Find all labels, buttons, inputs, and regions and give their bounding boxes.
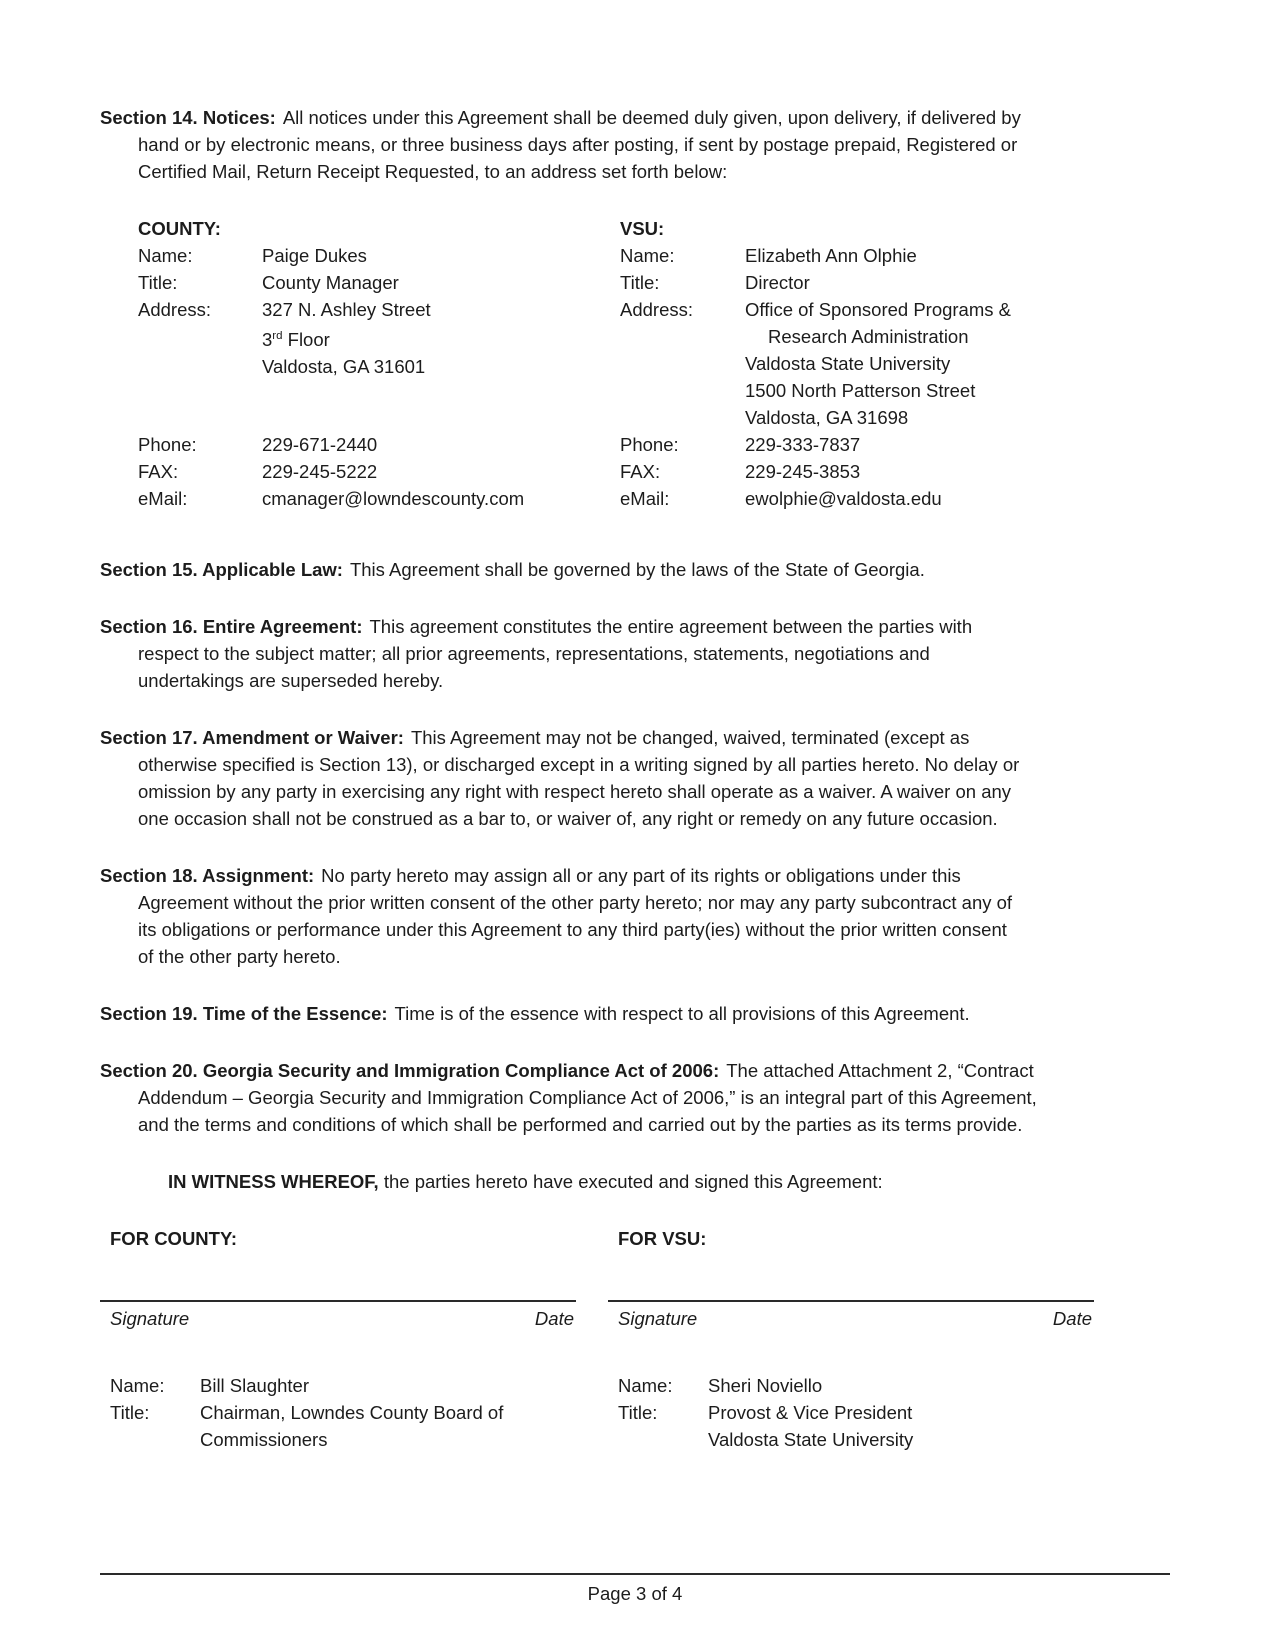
vsu-fax-value: 229-245-3853 (745, 461, 861, 482)
paragraph-line (100, 862, 1105, 889)
section-heading: Section 16. Entire Agreement: (100, 616, 363, 637)
county-title-label: Title: (138, 272, 178, 293)
title-line: Valdosta State University (708, 1429, 914, 1450)
vsu-phone-value: 229-333-7837 (745, 434, 861, 455)
contact-info-table (138, 215, 1105, 512)
address-line: 327 N. Ashley Street (262, 299, 431, 320)
vsu-email-label: eMail: (620, 488, 670, 509)
county-signature-labels (100, 1302, 576, 1332)
name-label: Name: (110, 1375, 165, 1396)
paragraph-line (100, 1000, 1105, 1027)
county-title-value: County Manager (262, 272, 399, 293)
county-signer-name-row (110, 1372, 576, 1399)
section-body-text: No party hereto may assign all or any part of its rights or obligations under this (321, 865, 961, 886)
signature-label: Signature (618, 1308, 698, 1329)
signature-label: Signature (110, 1308, 190, 1329)
paragraph-line (100, 613, 1105, 640)
vsu-address-label: Address: (620, 299, 694, 320)
vsu-title-label: Title: (620, 272, 660, 293)
county-email-label: eMail: (138, 488, 188, 509)
paragraph-line: Addendum – Georgia Security and Immigration Compliance Act of 2006,” is an integral part of this Agreement, (138, 1087, 1037, 1108)
title-label: Title: (618, 1402, 658, 1423)
witness-clause-text: the parties hereto have executed and signed this Agreement: (378, 1171, 883, 1192)
section-18-paragraph (100, 862, 1105, 970)
section-15-paragraph (100, 556, 1105, 583)
section-heading: Section 17. Amendment or Waiver: (100, 727, 404, 748)
county-signer-title (200, 1399, 503, 1453)
section-17-paragraph (100, 724, 1105, 832)
county-fax-label: FAX: (138, 461, 179, 482)
page-footer (100, 1573, 1170, 1607)
section-heading: Section 14. Notices: (100, 107, 276, 128)
for-county-heading: FOR COUNTY: (110, 1228, 238, 1249)
section-body-text: All notices under this Agreement shall be deemed duly given, upon delivery, if delivered by (282, 107, 1021, 128)
vsu-signer-name-row (618, 1372, 1094, 1399)
county-address-label: Address: (138, 299, 212, 320)
section-19-paragraph (100, 1000, 1105, 1027)
paragraph-line: hand or by electronic means, or three business days after posting, if sent by postage prepaid, Registered or (138, 134, 1018, 155)
county-signer-name: Bill Slaughter (200, 1375, 310, 1396)
address-line: Office of Sponsored Programs & (745, 299, 1011, 320)
vsu-signature-labels (608, 1302, 1094, 1332)
title-label: Title: (110, 1402, 150, 1423)
vsu-contact-heading: VSU: (620, 218, 665, 239)
date-label: Date (534, 1308, 574, 1329)
paragraph-line: undertakings are superseded hereby. (138, 670, 444, 691)
county-address-value (262, 296, 620, 431)
address-line: 1500 North Patterson Street (745, 380, 976, 401)
signature-blocks (100, 1225, 1105, 1453)
county-name-label: Name: (138, 245, 193, 266)
paragraph-line (100, 104, 1105, 131)
county-name-value: Paige Dukes (262, 245, 367, 266)
paragraph-line (100, 556, 1105, 583)
section-heading: Section 18. Assignment: (100, 865, 315, 886)
county-phone-label: Phone: (138, 434, 197, 455)
title-line: Commissioners (200, 1429, 328, 1450)
paragraph-line: omission by any party in exercising any right with respect hereto shall operate as a waiver. A waiver on any (138, 781, 1012, 802)
county-signer-title-row (110, 1399, 576, 1453)
paragraph-line (100, 1057, 1105, 1084)
county-contact-heading: COUNTY: (138, 218, 221, 239)
vsu-email-value: ewolphie@valdosta.edu (745, 488, 942, 509)
name-label: Name: (618, 1375, 673, 1396)
paragraph-line: and the terms and conditions of which shall be performed and carried out by the parties as its terms provide. (138, 1114, 1023, 1135)
vsu-fax-label: FAX: (620, 461, 661, 482)
paragraph-line: Certified Mail, Return Receipt Requested, to an address set forth below: (138, 161, 728, 182)
title-line: Provost & Vice President (708, 1402, 913, 1423)
address-line: Valdosta, GA 31601 (262, 356, 426, 378)
paragraph-line: its obligations or performance under this Agreement to any third party(ies) without the prior written consent (138, 919, 1007, 940)
page-number: Page 3 of 4 (587, 1583, 683, 1604)
paragraph-line: respect to the subject matter; all prior agreements, representations, statements, negotiations and (138, 643, 930, 664)
vsu-name-label: Name: (620, 245, 675, 266)
witness-clause (168, 1168, 1105, 1195)
vsu-name-value: Elizabeth Ann Olphie (745, 245, 917, 266)
vsu-signer-name: Sheri Noviello (708, 1375, 823, 1396)
county-signer-details (100, 1372, 576, 1453)
vsu-signer-title-row (618, 1399, 1094, 1453)
paragraph-line: otherwise specified is Section 13), or discharged except in a writing signed by all parties hereto. No delay or (138, 754, 1020, 775)
section-body-text: This agreement constitutes the entire agreement between the parties with (369, 616, 973, 637)
county-signature-block (100, 1225, 576, 1453)
county-email-value: cmanager@lowndescounty.com (262, 488, 525, 509)
section-body-text: This Agreement may not be changed, waived, terminated (except as (410, 727, 970, 748)
vsu-phone-label: Phone: (620, 434, 679, 455)
ordinal-superscript: rd (272, 330, 283, 342)
address-line: Valdosta, GA 31698 (745, 407, 909, 428)
section-heading: Section 15. Applicable Law: (100, 559, 343, 580)
vsu-signer-title (708, 1399, 913, 1453)
paragraph-line: one occasion shall not be construed as a bar to, or waiver of, any right or remedy on any future occasion. (138, 808, 998, 829)
date-label: Date (1052, 1308, 1092, 1329)
document-content (100, 104, 1105, 1453)
section-heading: Section 20. Georgia Security and Immigration Compliance Act of 2006: (100, 1060, 720, 1081)
county-fax-value: 229-245-5222 (262, 461, 378, 482)
for-vsu-heading: FOR VSU: (618, 1228, 707, 1249)
section-body-text: Time is of the essence with respect to all provisions of this Agreement. (394, 1003, 970, 1024)
section-heading: Section 19. Time of the Essence: (100, 1003, 388, 1024)
title-line: Chairman, Lowndes County Board of (200, 1402, 504, 1423)
section-20-paragraph (100, 1057, 1105, 1138)
address-line: Research Administration (768, 326, 969, 347)
vsu-title-value: Director (745, 272, 810, 293)
address-line: Valdosta State University (745, 353, 951, 374)
section-body-text: The attached Attachment 2, “Contract (726, 1060, 1034, 1081)
paragraph-line: Agreement without the prior written consent of the other party hereto; nor may any party subcontract any of (138, 892, 1013, 913)
paragraph-line (100, 724, 1105, 751)
witness-clause-bold: IN WITNESS WHEREOF, (168, 1171, 379, 1192)
section-body-text: This Agreement shall be governed by the laws of the State of Georgia. (349, 559, 925, 580)
section-16-paragraph (100, 613, 1105, 694)
vsu-signer-details (608, 1372, 1094, 1453)
paragraph-line: of the other party hereto. (138, 946, 341, 967)
address-line: 3rd Floor (262, 329, 330, 351)
vsu-signature-block (608, 1225, 1094, 1453)
section-14-paragraph (100, 104, 1105, 185)
county-phone-value: 229-671-2440 (262, 434, 378, 455)
vsu-address-value (745, 296, 1105, 431)
